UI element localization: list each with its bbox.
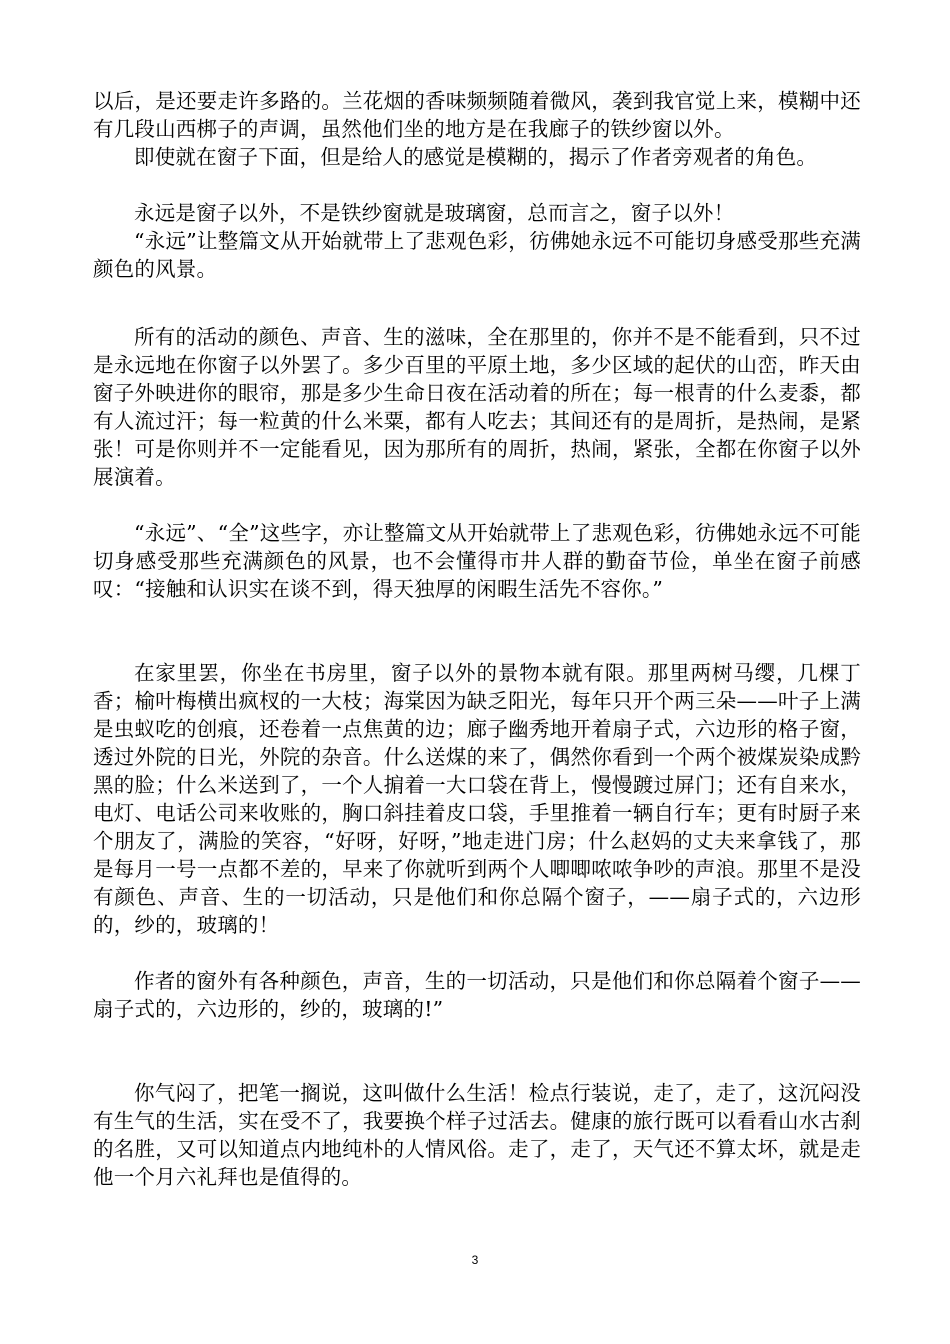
paragraph-spacer <box>93 603 861 659</box>
paragraph-9: 你气闷了，把笔一搁说，这叫做什么生活！检点行装说，走了，走了，这沉闷没有生气的生活，实在受不了，我要换个样子过活去。健康的旅行既可以看看山水古刹的名胜，又可以知道点内地纯朴的人情风俗。走了，走了，天气还不算太坏，就是走他一个月六礼拜也是值得的。 <box>93 1081 861 1189</box>
paragraph-5: 所有的活动的颜色、声音、生的滋味，全在那里的，你并不是不能看到，只不过是永远地在你窗子以外罢了。多少百里的平原土地，多少区域的起伏的山峦，昨天由窗子外映进你的眼帘，那是多少生命日夜在活动着的所在；每一根青的什么麦黍，都有人流过汗；每一粒黄的什么米粟，都有人吃去；其间还有的是周折，是热闹，是紧张！可是你则并不一定能看见，因为那所有的周折，热闹，紧张，全都在你窗子以外展演着。 <box>93 325 861 489</box>
paragraph-2: 即使就在窗子下面，但是给人的感觉是模糊的，揭示了作者旁观者的角色。 <box>134 145 818 169</box>
paragraph-spacer <box>93 491 861 519</box>
paragraph-spacer <box>93 283 861 323</box>
paragraph-4: “永远”让整篇文从开始就带上了悲观色彩，彷佛她永远不可能切身感受那些充满颜色的风景。 <box>93 229 861 281</box>
paragraph-6: “永远”、“全”这些字，亦让整篇文从开始就带上了悲观色彩，彷佛她永远不可能切身感受那些充满颜色的风景，也不会懂得市井人群的勤奋节俭，单坐在窗子前感叹：“接触和认识实在谈不到，得天独厚的闲暇生活先不容你。” <box>93 521 861 601</box>
paragraph-1: 以后，是还要走许多路的。兰花烟的香味频频随着微风，袭到我官觉上来，模糊中还有几段山西梆子的声调，虽然他们坐的地方是在我廊子的铁纱窗以外。 <box>93 89 861 141</box>
paragraph-spacer <box>93 939 861 967</box>
paragraph-3: 永远是窗子以外，不是铁纱窗就是玻璃窗，总而言之，窗子以外！ <box>134 201 735 225</box>
document-body <box>93 87 861 1191</box>
paragraph-spacer <box>93 171 861 199</box>
page-number: 3 <box>471 1253 479 1267</box>
paragraph-7: 在家里罢，你坐在书房里，窗子以外的景物本就有限。那里两树马缨，几棵丁香；榆叶梅横出疯杈的一大枝；海棠因为缺乏阳光，每年只开个两三朵——叶子上满是虫蚁吃的创痕，还卷着一点焦黄的边；廊子幽秀地开着扇子式，六边形的格子窗，透过外院的日光，外院的杂音。什么送煤的来了，偶然你看到一个两个被煤炭染成黔黑的脸；什么米送到了，一个人掮着一大口袋在背上，慢慢踱过屏门；还有自来水，电灯、电话公司来收账的，胸口斜挂着皮口袋，手里推着一辆自行车；更有时厨子来个朋友了，满脸的笑容，“好呀，好呀，”地走进门房；什么赵妈的丈夫来拿钱了，那是每月一号一点都不差的，早来了你就听到两个人唧唧哝哝争吵的声浪。那里不是没有颜色、声音、生的一切活动，只是他们和你总隔个窗子，——扇子式的，六边形的，纱的，玻璃的！ <box>93 661 861 937</box>
paragraph-spacer <box>93 1023 861 1079</box>
paragraph-8: 作者的窗外有各种颜色，声音，生的一切活动，只是他们和你总隔着个窗子——扇子式的，六边形的，纱的，玻璃的!” <box>93 969 861 1021</box>
